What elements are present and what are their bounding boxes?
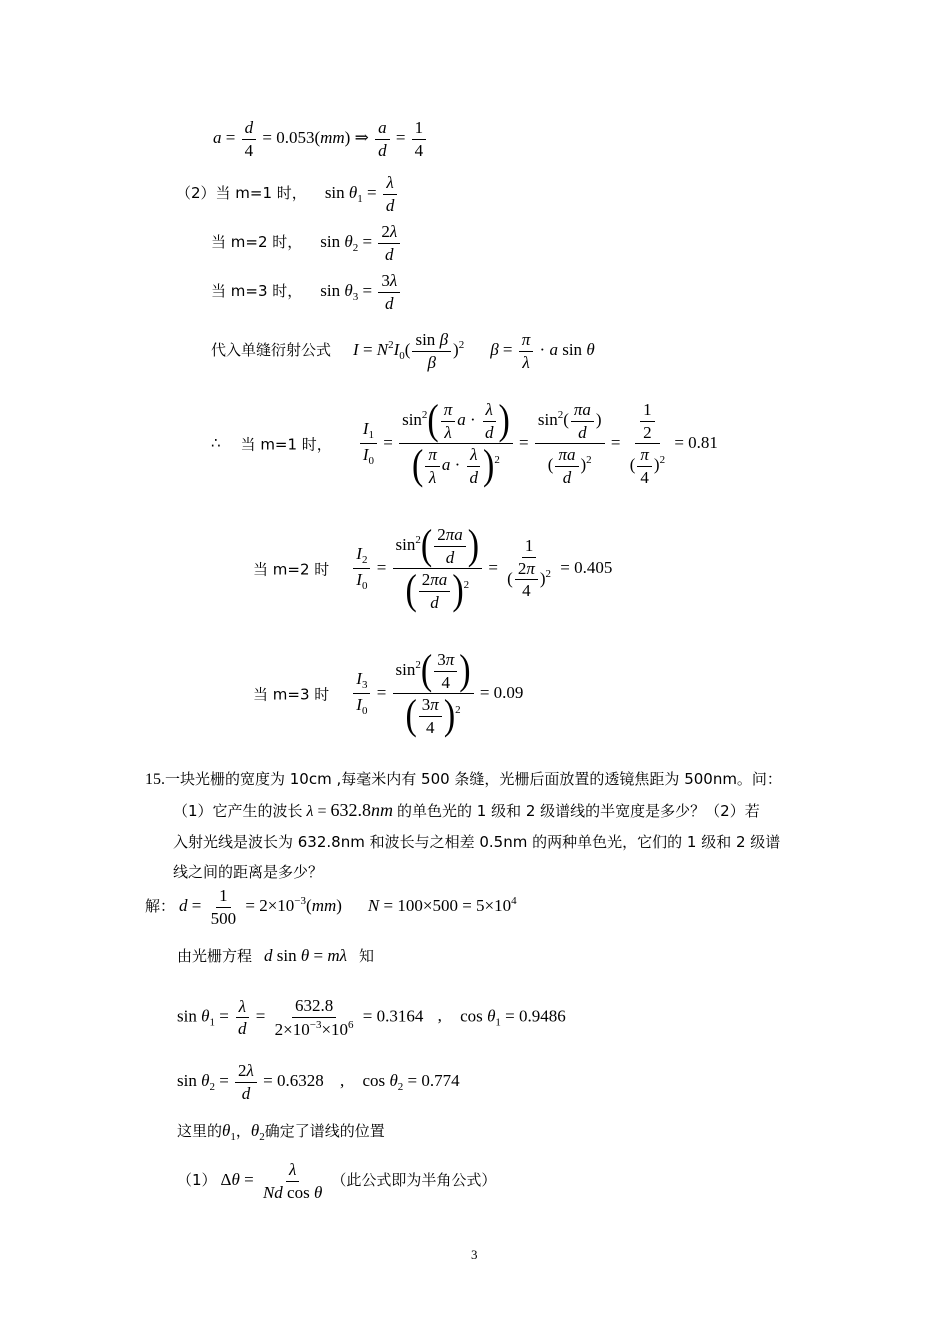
grating-eq-intro: 由光栅方程 — [177, 947, 253, 965]
item1-note: （此公式即为半角公式） — [331, 1170, 497, 1189]
problem-text-line2b: 的单色光的 1 级和 2 级谱线的半宽度是多少？（2）若 — [397, 802, 760, 820]
formula-intro-label: 代入单缝衍射公式 — [211, 340, 332, 359]
ratio-m2-value: 0.405 — [574, 557, 613, 577]
ratio-m3-row: 当 m=3 时 $\frac{I_3}{I_0}$ = $\sin^2$( $\frac{3\pi}{4}$ ) ( $\frac{3\pi}{4}$ )$^2$ = 0.09 — [253, 647, 524, 739]
note-text-a: 这里的 — [177, 1122, 223, 1140]
therefore-symbol: ∴ — [211, 433, 221, 452]
equation-a-value: a = $\frac{d}{4}$ = 0.053(mm) ⇒ $\frac{a}{d}$ = $\frac{1}{4}$ — [213, 118, 428, 160]
calc-m3-label: 当 m=3 时 — [253, 685, 330, 704]
problem-15-line2: （1）它产生的波长 λ = 632.8nm 的单色光的 1 级和 2 级谱线的半宽度是多少？（2）若 — [173, 800, 760, 820]
ratio-m1-row: ∴ 当 m=1 时， $\frac{I_1}{I_0}$ = $\sin^2$( $\frac{\pi}{\lambda}$ a · $\frac{\lambda}{d}$ ) ( $\frac{\pi}{\lambda}$ a · $\frac{\lambda}{d}$ )$^2$ = $\sin^2$( $\frac{\pi a}{d}$ ) ( $\frac{\pi a}{d}$ )$^2$ = $\frac{1}{2}$ ( $\frac{\pi}{4}$ )$^2$ = 0.81 — [211, 397, 718, 489]
ratio-m2-row: 当 m=2 时 $\frac{I_2}{I_0}$ = $\sin^2$( $\frac{2\pi a}{d}$ ) ( $\frac{2\pi a}{d}$ )$^2$ = 1 ( $\frac{2\pi}{4}$ )$^2$ = 0.405 — [253, 522, 613, 614]
condition-m2: 当 m=2 时， $\sin \theta_2$ = $\frac{2\lambda}{d}$ — [211, 222, 402, 264]
condition-m3-label: 当 m=3 时， — [211, 281, 303, 300]
sin1-numerator: 632.8 — [292, 996, 336, 1018]
condition-m3: 当 m=3 时， $\sin \theta_3$ = $\frac{3\lambda}{d}$ — [211, 271, 402, 313]
problem-text-line3: 入射光线是波长为 632.8nm 和波长与之相差 0.5nm 的两种单色光，它们的 1 级和 2 级谱 — [173, 833, 781, 851]
ratio-m3-value: 0.09 — [493, 682, 524, 702]
sin-theta1-row: $\sin \theta_1$ = $\frac{\lambda}{d}$ = $\frac{632.8}{2\times 10^{-3}\times 10^6}$ = 0.3164 , $\cos \theta_1 = 0.9486$ — [177, 996, 566, 1039]
grating-equation-row: 由光栅方程 d sin θ = mλ 知 — [177, 946, 374, 965]
problem-text-line2a: （1）它产生的波长 — [173, 802, 303, 820]
page-number: 3 — [471, 1247, 478, 1262]
half-angle-formula-row: （1） Δθ = $\frac{\lambda}{\text{Nd cos θ}}$ （此公式即为半角公式） — [177, 1160, 497, 1202]
ratio-numerator: 1 — [412, 118, 427, 140]
solution-d-row: 解： d = $\frac{1}{500}$ = $2\times 10^{-3}(mm) N = 100\times 500 = 5\times 10^4$ — [145, 886, 517, 928]
calc-m2-label: 当 m=2 时 — [253, 560, 330, 579]
condition-m2-label: 当 m=2 时， — [211, 232, 303, 251]
single-slit-formula: 代入单缝衍射公式 $I = N^2I_0$( $\frac{\text{sin β}}{\beta}$ )$^2$ β = $\frac{\pi}{\lambda}$ · a sin θ — [211, 330, 595, 372]
theta-note-row: 这里的$\theta_1$，$\theta_2$确定了谱线的位置 — [177, 1121, 385, 1143]
ratio-m1-value: 0.81 — [688, 432, 718, 452]
calc-m1-label: 当 m=1 时， — [240, 435, 332, 454]
note-text-b: 确定了谱线的位置 — [264, 1122, 385, 1140]
sin2-value: 0.6328 — [277, 1070, 324, 1090]
sin1-value: 0.3164 — [376, 1006, 424, 1026]
problem-wavelength: 632.8 — [330, 800, 372, 820]
problem-15 — [145, 764, 782, 887]
a-value: 0.053 — [276, 127, 315, 147]
cos1-value: 0.9486 — [519, 1006, 566, 1026]
ratio-denominator: 4 — [414, 140, 424, 160]
sin-theta2-row: $\sin \theta_2$ = $\frac{2\lambda}{d}$ = 0.6328 , $\cos \theta_2 = 0.774$ — [177, 1061, 460, 1103]
problem-15-line1 — [145, 764, 782, 795]
grating-eq-after: 知 — [358, 947, 374, 965]
condition-m1: （2）当 m=1 时， $\sin \theta_1$ = $\frac{\lambda}{d}$ — [176, 173, 399, 215]
cos2-value: 0.774 — [421, 1070, 460, 1090]
problem-number: 15. — [145, 771, 165, 788]
item1-label: （1） — [177, 1170, 217, 1189]
problem-text-line4: 线之间的距离是多少？ — [173, 863, 324, 881]
solution-label: 解： — [145, 896, 176, 915]
condition-m1-label: （2）当 m=1 时， — [176, 183, 307, 202]
problem-text-line1: 一块光栅的宽度为 10cm ,每毫米内有 500 条缝，光栅后面放置的透镜焦距为 500nm。问： — [165, 770, 782, 788]
